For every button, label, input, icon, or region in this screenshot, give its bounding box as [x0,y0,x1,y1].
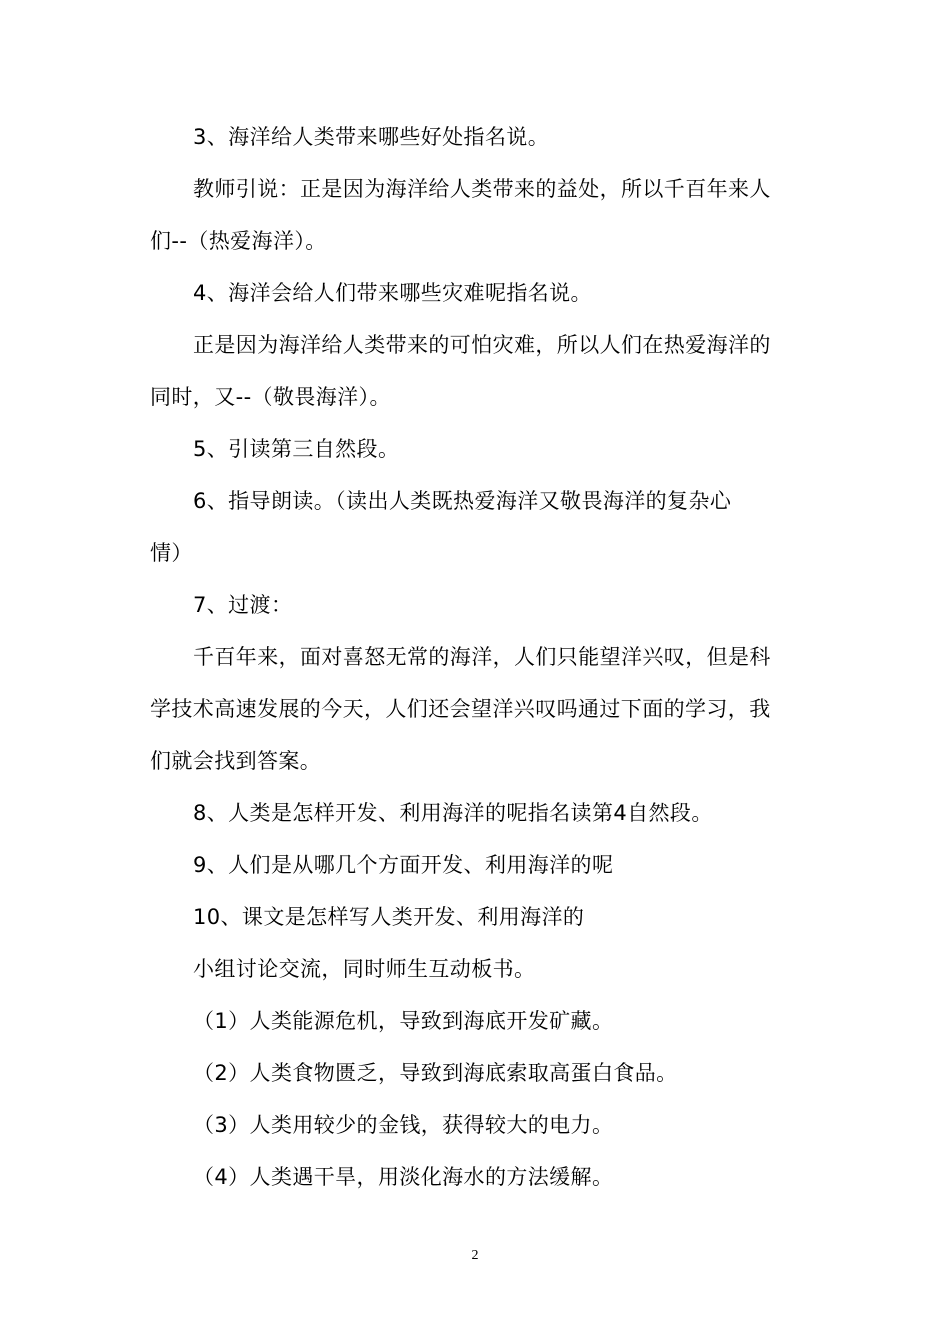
paragraph-line: 情） [150,541,193,565]
paragraph-line: 们就会找到答案。 [150,749,322,773]
list-item-5: 5、引读第三自然段。 [193,437,400,461]
sub-item-2: （2）人类食物匮乏，导致到海底索取高蛋白食品。 [193,1061,678,1085]
paragraph-line: 千百年来，面对喜怒无常的海洋，人们只能望洋兴叹，但是科 [193,645,771,669]
sub-item-3: （3）人类用较少的金钱，获得较大的电力。 [193,1113,614,1137]
paragraph-line: 正是因为海洋给人类带来的可怕灾难，所以人们在热爱海洋的 [193,333,771,357]
list-item-6: 6、指导朗读。（读出人类既热爱海洋又敬畏海洋的复杂心 [193,489,732,513]
paragraph-line: 教师引说：正是因为海洋给人类带来的益处，所以千百年来人 [193,177,771,201]
sub-item-4: （4）人类遇干旱，用淡化海水的方法缓解。 [193,1165,614,1189]
page-number: 2 [471,1248,479,1263]
list-item-3: 3、海洋给人类带来哪些好处指名说。 [193,125,550,149]
list-item-8: 8、人类是怎样开发、利用海洋的呢指名读第4自然段。 [193,801,713,825]
paragraph-line: 小组讨论交流，同时师生互动板书。 [193,957,536,981]
list-item-7: 7、过渡： [193,593,293,617]
paragraph-line: 们--（热爱海洋）。 [150,229,327,253]
paragraph-line: 同时，又--（敬畏海洋）。 [150,385,391,409]
paragraph-line: 学技术高速发展的今天，人们还会望洋兴叹吗通过下面的学习，我 [150,697,771,721]
list-item-9: 9、人们是从哪几个方面开发、利用海洋的呢 [193,853,614,877]
list-item-10: 10、课文是怎样写人类开发、利用海洋的 [193,905,585,929]
sub-item-1: （1）人类能源危机，导致到海底开发矿藏。 [193,1009,614,1033]
list-item-4: 4、海洋会给人们带来哪些灾难呢指名说。 [193,281,592,305]
